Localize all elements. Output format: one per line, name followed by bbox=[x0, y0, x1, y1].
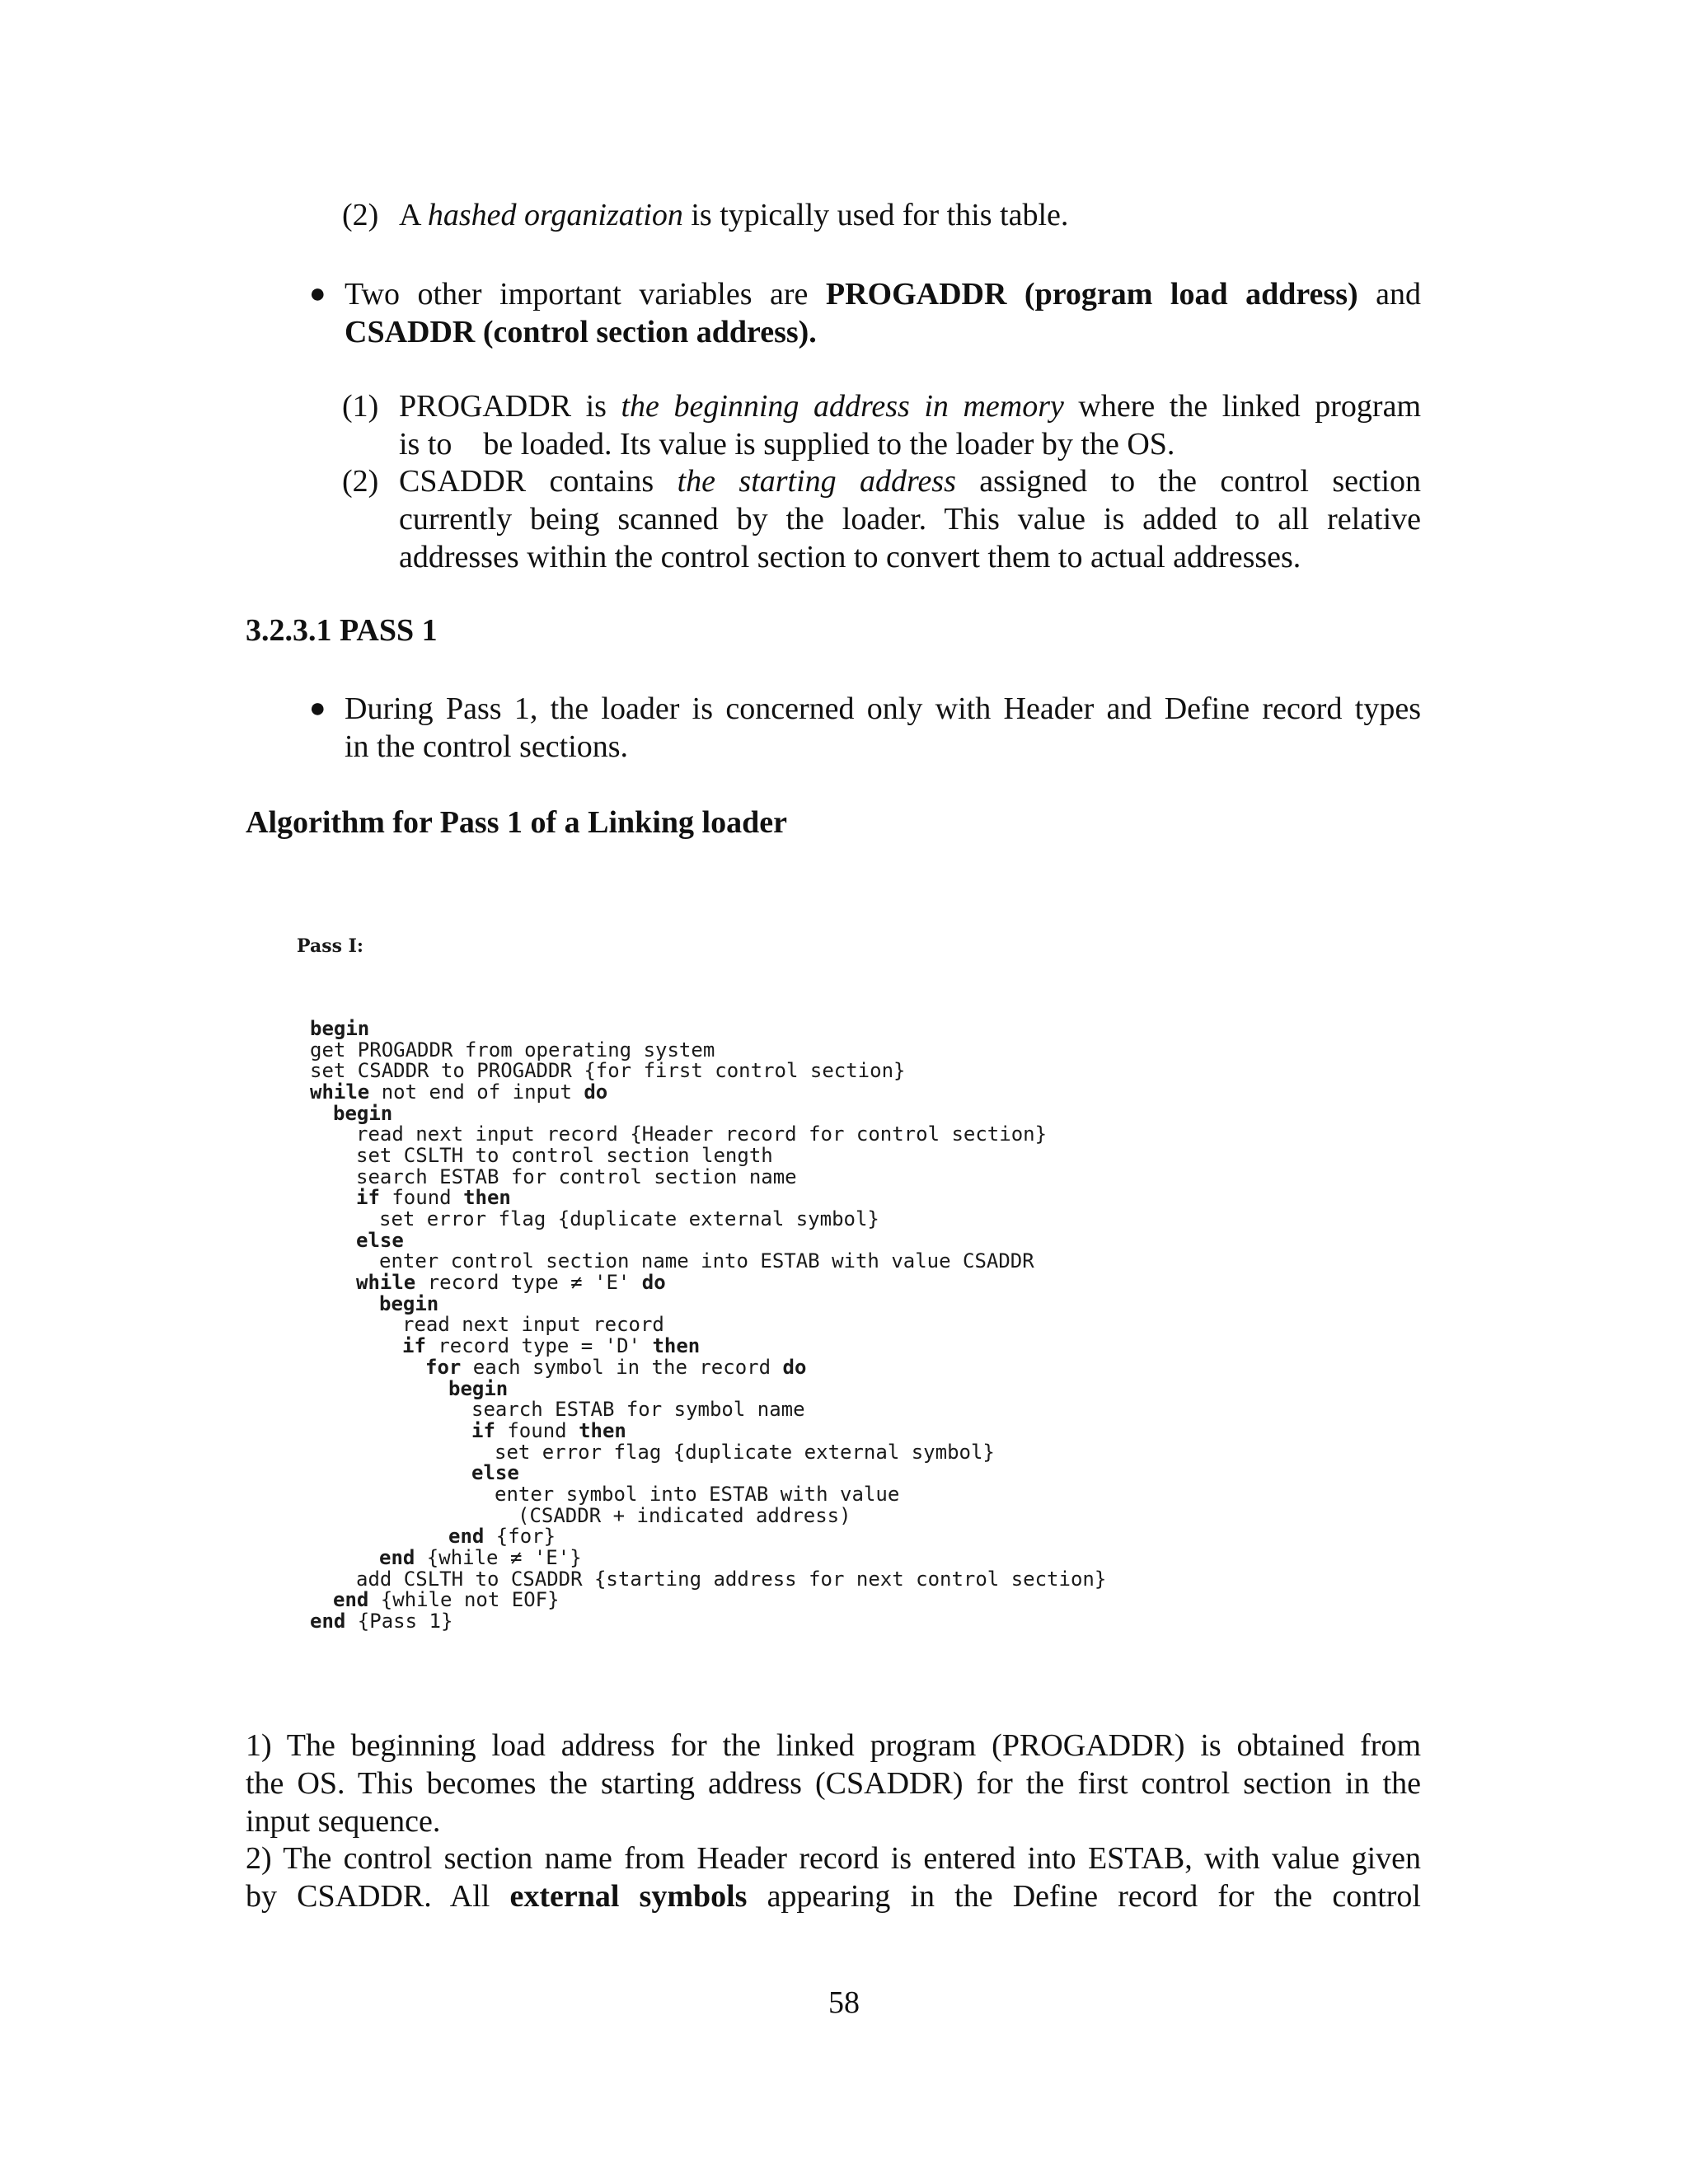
code-line bbox=[297, 1315, 1269, 1336]
pass1-pseudocode-figure bbox=[297, 894, 1269, 1633]
code-line bbox=[297, 1548, 1269, 1569]
code-line bbox=[297, 1230, 1269, 1252]
code-keyword: else bbox=[356, 1228, 404, 1252]
code-text: not end of input bbox=[369, 1080, 584, 1104]
code-line bbox=[297, 1336, 1269, 1357]
code-text: set error flag {duplicate external symbol} bbox=[495, 1440, 995, 1464]
code-text: add CSLTH to CSADDR {starting address for next control section} bbox=[356, 1567, 1107, 1591]
code-text: enter control section name into ESTAB with value CSADDR bbox=[379, 1249, 1034, 1273]
code-line bbox=[297, 1251, 1269, 1272]
code-text: {for} bbox=[484, 1525, 556, 1549]
code-keyword: end bbox=[448, 1525, 485, 1549]
list-item-csaddr bbox=[0, 462, 1688, 576]
paragraph-1: 1) The beginning load address for the linked program (PROGADDR) is obtained from the OS. This becomes the starting address (CSADDR) for the first control section in the input sequence. bbox=[246, 1728, 1421, 1839]
code-line bbox=[297, 1418, 1269, 1442]
list-number: (2) bbox=[342, 464, 379, 499]
code-text: (CSADDR + indicated address) bbox=[518, 1503, 851, 1527]
code-keyword: for bbox=[425, 1355, 462, 1379]
code-keyword: end bbox=[379, 1546, 415, 1569]
code-line bbox=[297, 1590, 1269, 1611]
code-keyword: do bbox=[584, 1080, 608, 1104]
code-line bbox=[297, 1442, 1269, 1464]
list-item-progaddr bbox=[0, 387, 1688, 463]
code-keyword: while bbox=[310, 1080, 370, 1104]
code-line bbox=[297, 1016, 1269, 1040]
code-keyword: do bbox=[641, 1271, 666, 1295]
section-heading: 3.2.3.1 PASS 1 bbox=[246, 613, 438, 648]
page-number: 58 bbox=[828, 1985, 860, 2020]
algorithm-heading: Algorithm for Pass 1 of a Linking loader bbox=[246, 805, 787, 840]
bullet-icon: ● bbox=[309, 279, 326, 309]
code-line bbox=[297, 1167, 1269, 1188]
code-lines bbox=[297, 1016, 1269, 1633]
list-item-hashed bbox=[0, 196, 1688, 234]
code-text: enter symbol into ESTAB with value bbox=[495, 1482, 900, 1506]
code-line bbox=[297, 1082, 1269, 1104]
code-line bbox=[297, 1272, 1269, 1294]
code-keyword: begin bbox=[333, 1101, 393, 1125]
code-line bbox=[297, 1124, 1269, 1146]
bullet-progaddr-csaddr bbox=[0, 275, 1688, 351]
bullet-icon: ● bbox=[309, 693, 326, 724]
code-keyword: if bbox=[356, 1186, 380, 1210]
paragraph-2: 2) The control section name from Header record is entered into ESTAB, with value given by CSADDR. All external symbols appearing in the Define record for the control bbox=[246, 1841, 1421, 1914]
code-line bbox=[297, 1101, 1269, 1125]
code-line bbox=[297, 1143, 1269, 1167]
code-text: search ESTAB for control section name bbox=[356, 1165, 797, 1188]
code-text: found bbox=[495, 1418, 579, 1442]
code-text: set CSADDR to PROGADDR {for first control section} bbox=[310, 1059, 906, 1083]
code-line bbox=[297, 1209, 1269, 1230]
code-line bbox=[297, 1357, 1269, 1379]
list-text: A hashed organization is typically used for this table. bbox=[399, 198, 1069, 232]
code-line bbox=[297, 1399, 1269, 1421]
code-text: search ESTAB for symbol name bbox=[471, 1398, 805, 1422]
code-line bbox=[297, 1526, 1269, 1548]
code-keyword: if bbox=[402, 1334, 426, 1358]
code-keyword: then bbox=[652, 1334, 701, 1358]
code-text: get PROGADDR from operating system bbox=[310, 1038, 715, 1062]
code-keyword: begin bbox=[379, 1291, 439, 1315]
code-text: {Pass 1} bbox=[345, 1610, 453, 1633]
code-line bbox=[297, 1291, 1269, 1315]
code-line bbox=[297, 1463, 1269, 1484]
code-line bbox=[297, 1569, 1269, 1591]
code-line bbox=[297, 1376, 1269, 1400]
code-keyword: begin bbox=[448, 1376, 509, 1400]
bullet-pass1 bbox=[0, 690, 1688, 766]
code-text: read next input record bbox=[402, 1313, 664, 1337]
list-text: PROGADDR is the beginning address in memory where the linked program is to be loaded. Its value is supplied to the loader by the OS. bbox=[399, 389, 1422, 462]
bullet-text: During Pass 1, the loader is concerned only with Header and Define record types in the control sections. bbox=[345, 691, 1421, 764]
code-text: set CSLTH to control section length bbox=[356, 1143, 773, 1167]
code-text: record type ≠ 'E' bbox=[415, 1271, 642, 1295]
code-keyword: do bbox=[782, 1355, 807, 1379]
code-title: Pass I: bbox=[297, 935, 364, 958]
code-keyword: end bbox=[310, 1610, 346, 1633]
code-text: {while ≠ 'E'} bbox=[415, 1546, 582, 1569]
code-text: record type = 'D' bbox=[425, 1334, 653, 1358]
code-keyword: begin bbox=[310, 1016, 370, 1040]
code-line bbox=[297, 1040, 1269, 1062]
bullet-text: Two other important variables are PROGADDR (program load address) and CSADDR (control section address). bbox=[345, 277, 1422, 349]
code-keyword: end bbox=[333, 1588, 369, 1612]
code-line bbox=[297, 1061, 1269, 1082]
list-number: (2) bbox=[342, 198, 379, 232]
code-keyword: while bbox=[356, 1271, 416, 1295]
code-keyword: then bbox=[579, 1418, 626, 1442]
code-line bbox=[297, 1611, 1269, 1633]
code-keyword: else bbox=[471, 1461, 519, 1485]
list-text: CSADDR contains the starting address assigned to the control section currently being scanned by the loader. This value is added to all relative addresses within the control section to convert them to actual addresses. bbox=[399, 464, 1421, 574]
code-text: read next input record {Header record for control section} bbox=[356, 1122, 1048, 1146]
code-line bbox=[297, 1188, 1269, 1209]
code-keyword: then bbox=[463, 1186, 511, 1210]
code-line bbox=[297, 1484, 1269, 1506]
code-text: each symbol in the record bbox=[461, 1355, 783, 1379]
code-text: found bbox=[379, 1186, 464, 1210]
code-keyword: if bbox=[471, 1418, 495, 1442]
code-line bbox=[297, 1503, 1269, 1527]
code-text: set error flag {duplicate external symbol} bbox=[379, 1207, 879, 1230]
code-text: {while not EOF} bbox=[368, 1588, 560, 1612]
list-number: (1) bbox=[342, 389, 379, 424]
